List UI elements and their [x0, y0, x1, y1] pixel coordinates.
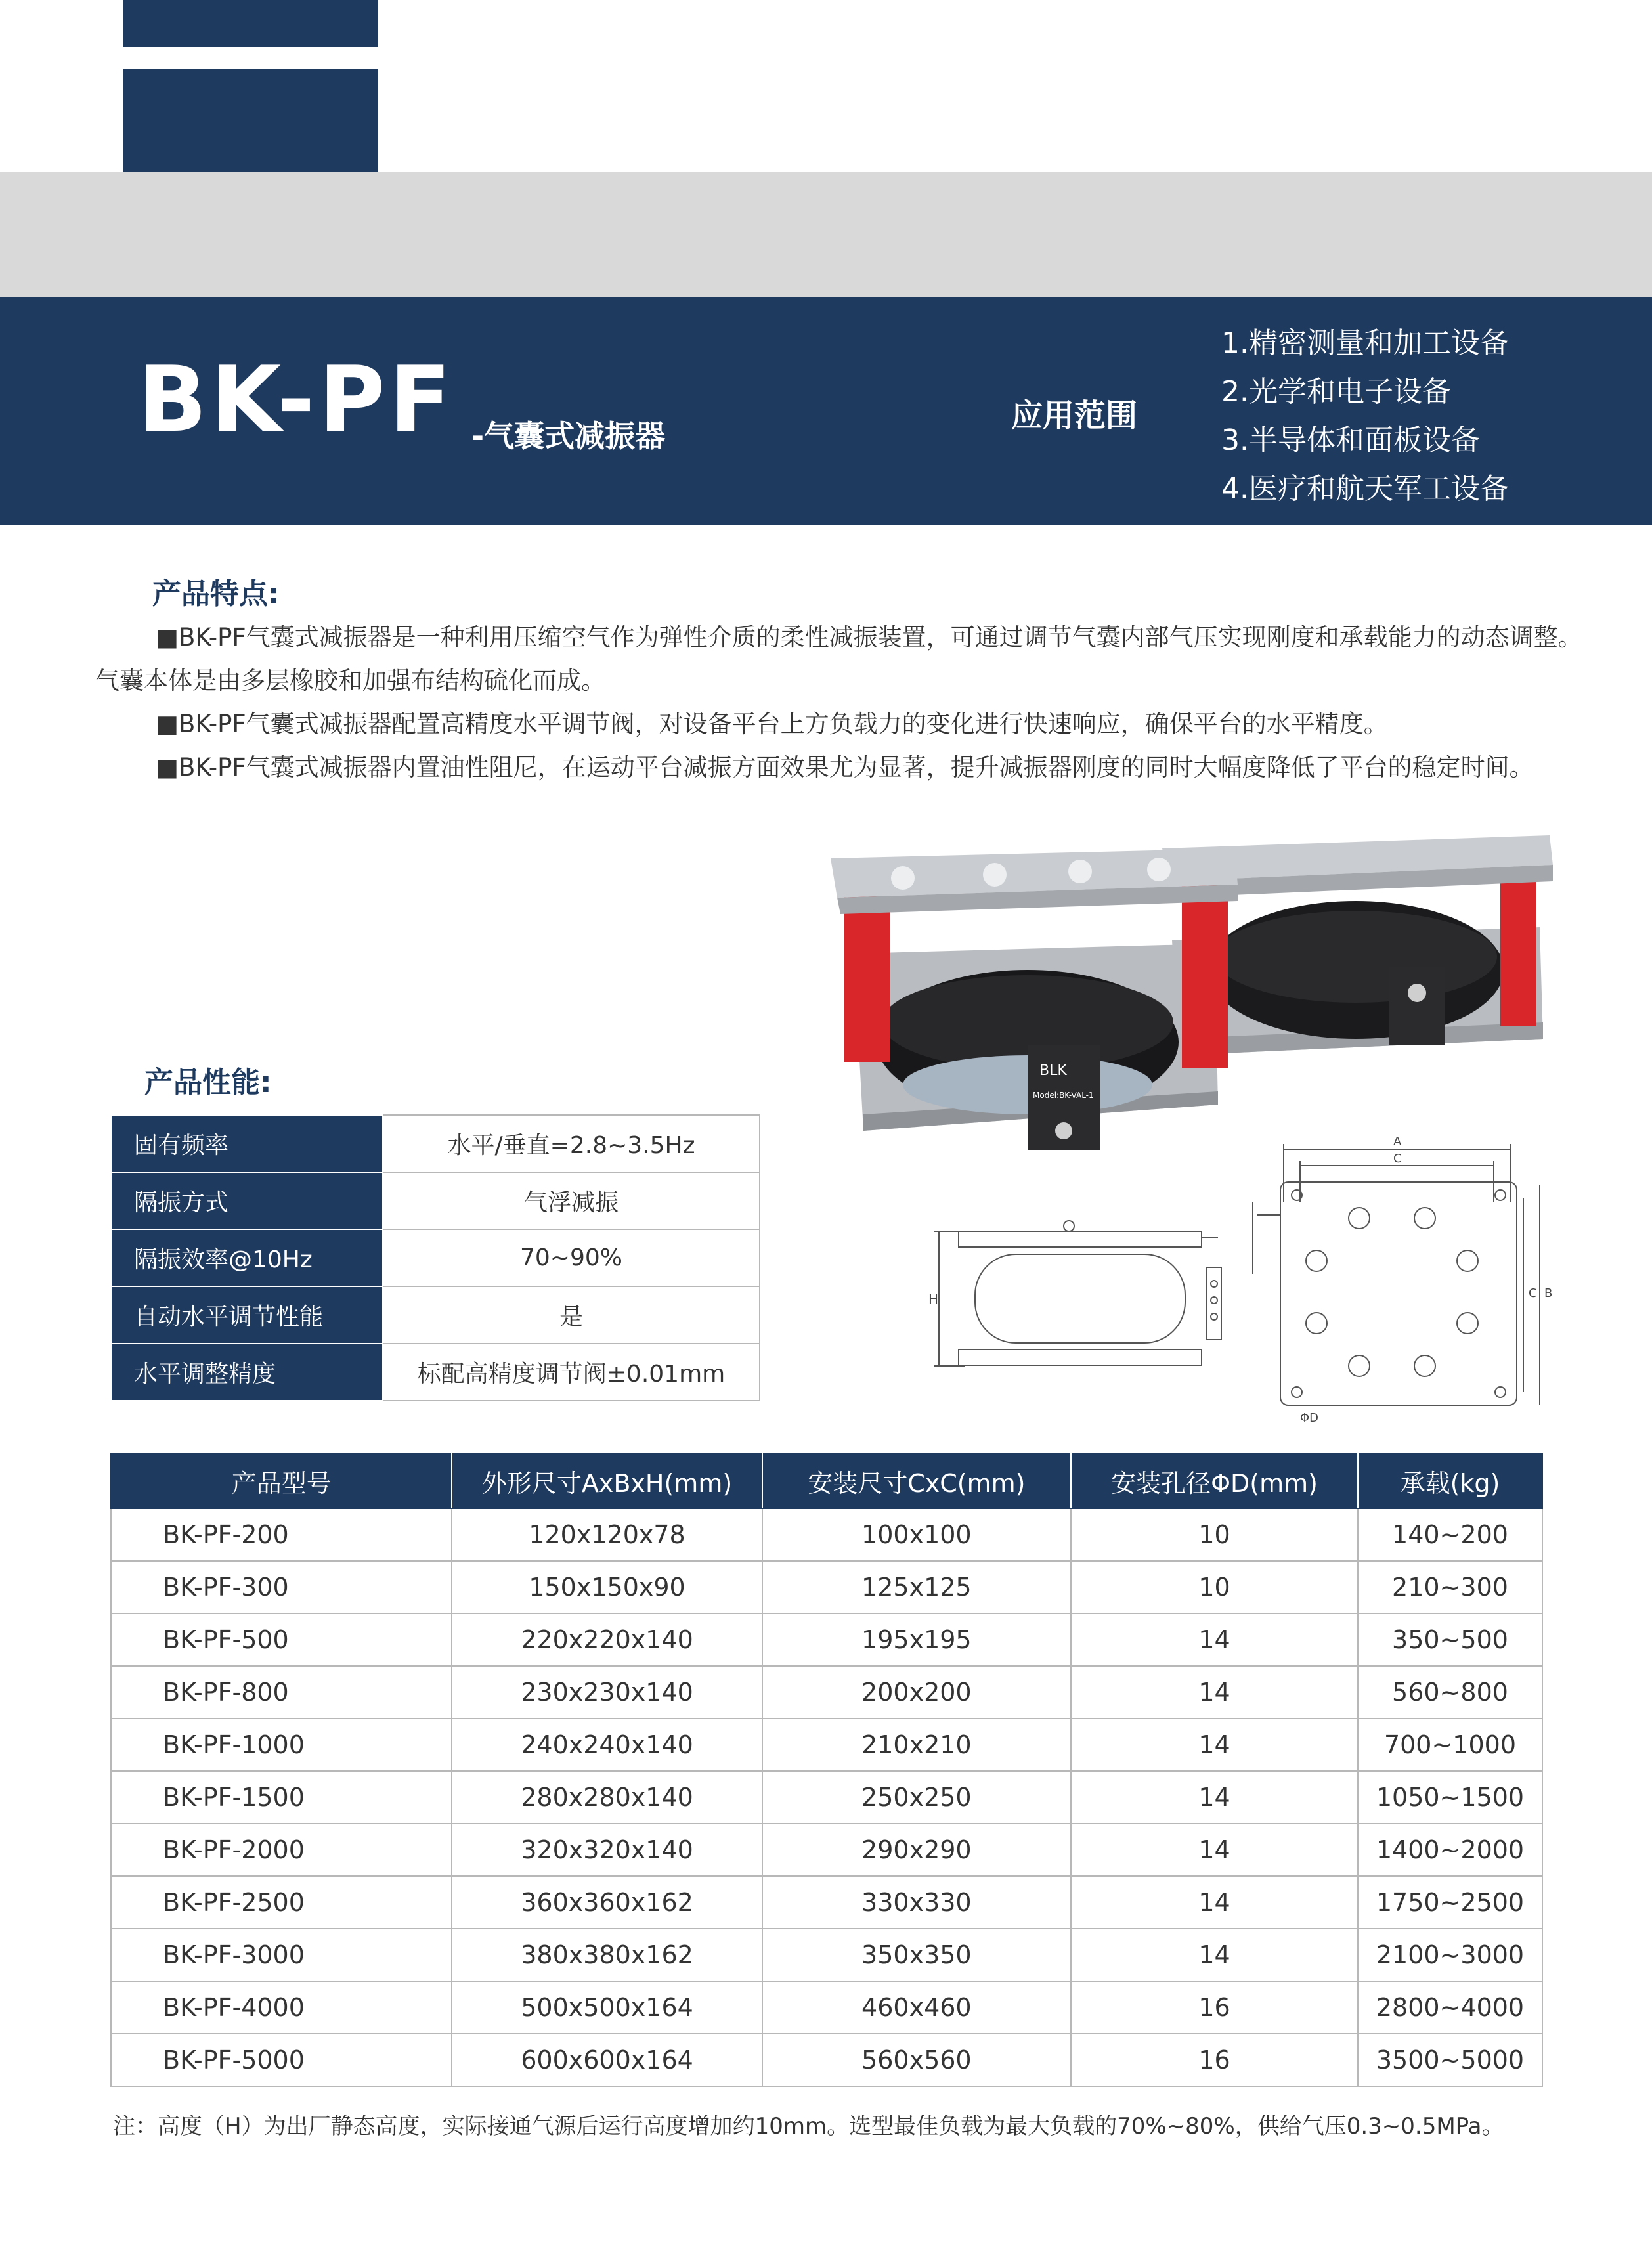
specification-table — [110, 1453, 1543, 2087]
table-row — [111, 1981, 1542, 2034]
spec-cell: 150x150x90 — [452, 1561, 762, 1613]
spec-cell: 250x250 — [762, 1771, 1072, 1824]
spec-cell: 350x350 — [762, 1929, 1072, 1981]
feature-paragraph: ■BK-PF气囊式减振器内置油性阻尼，在运动平台减振方面效果尤为显著，提升减振器刚度的同时大幅度降低了平台的稳定时间。 — [156, 753, 1534, 781]
spec-cell: 200x200 — [762, 1666, 1072, 1719]
performance-value: 标配高精度调节阀±0.01mm — [383, 1344, 760, 1401]
performance-key: 隔振方式 — [111, 1172, 383, 1229]
spec-cell: 2100~3000 — [1358, 1929, 1542, 1981]
feature-paragraph: ■BK-PF气囊式减振器是一种利用压缩空气作为弹性介质的柔性减振装置，可通过调节气囊内部气压实现刚度和承载能力的动态调整。气囊本体是由多层橡胶和加强布结构硫化而成。 — [95, 623, 1582, 695]
spec-cell: 125x125 — [762, 1561, 1072, 1613]
table-row — [111, 2034, 1542, 2086]
spec-cell: 1750~2500 — [1358, 1876, 1542, 1929]
spec-cell: 10 — [1071, 1561, 1358, 1613]
spec-cell: 195x195 — [762, 1613, 1072, 1666]
model-cell: BK-PF-2000 — [111, 1824, 452, 1876]
spec-cell: 360x360x162 — [452, 1876, 762, 1929]
performance-key: 固有频率 — [111, 1115, 383, 1172]
spec-cell: 220x220x140 — [452, 1613, 762, 1666]
model-cell: BK-PF-500 — [111, 1613, 452, 1666]
dim-h-label: H — [928, 1291, 939, 1307]
table-row — [111, 1824, 1542, 1876]
application-item: 3.半导体和面板设备 — [1221, 424, 1480, 457]
table-row — [111, 1229, 760, 1286]
column-header: 外形尺寸AxBxH(mm) — [452, 1453, 762, 1508]
performance-value: 气浮减振 — [383, 1172, 760, 1229]
model-cell: BK-PF-300 — [111, 1561, 452, 1613]
model-cell: BK-PF-800 — [111, 1666, 452, 1719]
performance-key: 隔振效率@10Hz — [111, 1229, 383, 1286]
features-text — [95, 616, 1599, 789]
model-cell: BK-PF-5000 — [111, 2034, 452, 2086]
spec-cell: 1400~2000 — [1358, 1824, 1542, 1876]
spec-cell: 600x600x164 — [452, 2034, 762, 2086]
table-row — [111, 1719, 1542, 1771]
spec-cell: 1050~1500 — [1358, 1771, 1542, 1824]
table-row — [111, 1508, 1542, 1561]
performance-table — [110, 1114, 760, 1401]
dim-c-side-label: C — [1529, 1286, 1537, 1300]
spec-cell: 350~500 — [1358, 1613, 1542, 1666]
product-model-title: BK-PF — [138, 347, 455, 452]
dim-b-label: B — [1544, 1286, 1553, 1300]
spec-cell: 14 — [1071, 1929, 1358, 1981]
side-view-drawing — [919, 1218, 1228, 1376]
spec-cell: 700~1000 — [1358, 1719, 1542, 1771]
dim-d-label: ΦD — [1300, 1411, 1319, 1425]
spec-cell: 330x330 — [762, 1876, 1072, 1929]
spec-cell: 14 — [1071, 1771, 1358, 1824]
spec-cell: 3500~5000 — [1358, 2034, 1542, 2086]
performance-key: 自动水平调节性能 — [111, 1286, 383, 1344]
spec-cell: 10 — [1071, 1508, 1358, 1561]
spec-cell: 380x380x162 — [452, 1929, 762, 1981]
spec-cell: 210~300 — [1358, 1561, 1542, 1613]
application-label: 应用范围 — [1011, 397, 1138, 434]
header-deco-block — [123, 69, 378, 172]
spec-cell: 460x460 — [762, 1981, 1072, 2034]
model-cell: BK-PF-1500 — [111, 1771, 452, 1824]
table-row — [111, 1115, 760, 1172]
grey-band — [0, 172, 1652, 297]
table-row — [111, 1613, 1542, 1666]
spec-cell: 14 — [1071, 1824, 1358, 1876]
spec-cell: 210x210 — [762, 1719, 1072, 1771]
performance-heading: 产品性能: — [144, 1066, 272, 1099]
spec-cell: 100x100 — [762, 1508, 1072, 1561]
specification-table-body — [111, 1508, 1542, 2086]
column-header: 产品型号 — [111, 1453, 452, 1508]
spec-cell: 280x280x140 — [452, 1771, 762, 1824]
performance-key: 水平调整精度 — [111, 1344, 383, 1401]
spec-cell: 140~200 — [1358, 1508, 1542, 1561]
spec-cell: 500x500x164 — [452, 1981, 762, 2034]
table-row — [111, 1929, 1542, 1981]
spec-cell: 240x240x140 — [452, 1719, 762, 1771]
table-row — [111, 1344, 760, 1401]
model-cell: BK-PF-3000 — [111, 1929, 452, 1981]
spec-cell: 560x560 — [762, 2034, 1072, 2086]
spec-cell: 14 — [1071, 1719, 1358, 1771]
application-item: 4.医疗和航天军工设备 — [1221, 472, 1509, 506]
top-view-drawing — [1234, 1129, 1556, 1432]
spec-cell: 320x320x140 — [452, 1824, 762, 1876]
feature-paragraph: ■BK-PF气囊式减振器配置高精度水平调节阀，对设备平台上方负载力的变化进行快速响应，确保平台的水平精度。 — [156, 710, 1388, 738]
performance-value: 是 — [383, 1286, 760, 1344]
performance-value: 水平/垂直=2.8~3.5Hz — [383, 1115, 760, 1172]
spec-cell: 120x120x78 — [452, 1508, 762, 1561]
product-photo — [831, 822, 1556, 1164]
valve-model-label: Model:BK-VAL-1 — [1033, 1091, 1094, 1100]
table-row — [111, 1561, 1542, 1613]
product-unit-left — [831, 848, 1238, 1150]
performance-value: 70~90% — [383, 1229, 760, 1286]
spec-cell: 290x290 — [762, 1824, 1072, 1876]
model-cell: BK-PF-2500 — [111, 1876, 452, 1929]
footnote: 注：高度（H）为出厂静态高度，实际接通气源后运行高度增加约10mm。选型最佳负载为最大负载的70%~80%，供给气压0.3~0.5MPa。 — [113, 2113, 1504, 2139]
application-item: 1.精密测量和加工设备 — [1221, 326, 1509, 360]
dim-a-label: A — [1393, 1135, 1402, 1149]
column-header: 安装孔径ΦD(mm) — [1071, 1453, 1358, 1508]
spec-cell: 14 — [1071, 1876, 1358, 1929]
valve-brand-label: BLK — [1039, 1063, 1067, 1079]
spec-cell: 14 — [1071, 1666, 1358, 1719]
table-row — [111, 1876, 1542, 1929]
application-item: 2.光学和电子设备 — [1221, 375, 1451, 408]
header-deco-block-top — [123, 0, 378, 47]
spec-cell: 230x230x140 — [452, 1666, 762, 1719]
column-header: 承载(kg) — [1358, 1453, 1542, 1508]
application-list — [1221, 319, 1509, 514]
spec-cell: 560~800 — [1358, 1666, 1542, 1719]
model-cell: BK-PF-200 — [111, 1508, 452, 1561]
table-row — [111, 1666, 1542, 1719]
spec-cell: 16 — [1071, 2034, 1358, 2086]
model-cell: BK-PF-4000 — [111, 1981, 452, 2034]
model-cell: BK-PF-1000 — [111, 1719, 452, 1771]
table-header-row — [111, 1453, 1542, 1508]
table-row — [111, 1172, 760, 1229]
table-row — [111, 1771, 1542, 1824]
dim-c-label: C — [1393, 1152, 1402, 1166]
spec-cell: 14 — [1071, 1613, 1358, 1666]
table-row — [111, 1286, 760, 1344]
spec-cell: 16 — [1071, 1981, 1358, 2034]
column-header: 安装尺寸CxC(mm) — [762, 1453, 1072, 1508]
features-heading: 产品特点: — [152, 577, 280, 611]
spec-cell: 2800~4000 — [1358, 1981, 1542, 2034]
product-subtitle: -气囊式减振器 — [471, 418, 666, 454]
